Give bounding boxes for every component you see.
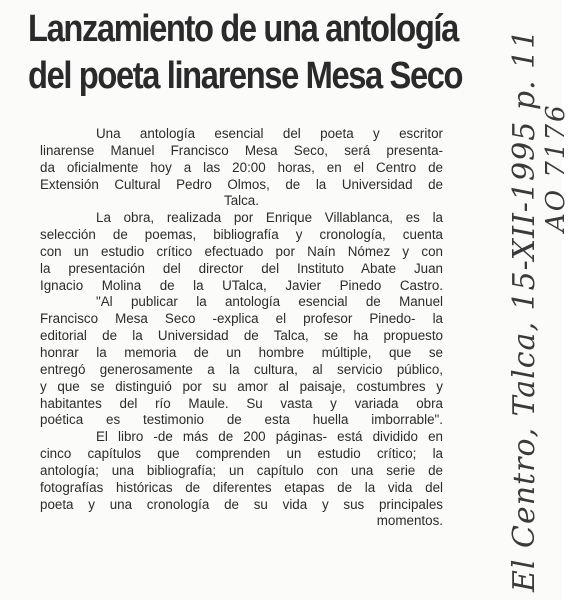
- body-line: y que se distinguió por su amor al paisaje, costumbres y: [40, 378, 443, 394]
- body-line: Una antología esencial del poeta y escritor: [96, 126, 443, 141]
- body-line: honrar la memoria de un hombre múltiple, que se: [40, 344, 443, 360]
- headline-line: Lanzamiento de una antología: [28, 8, 458, 50]
- body-line: Francisco Mesa Seco -explica el profesor Pinedo- la: [40, 311, 443, 327]
- body-line: "Al publicar la antología esencial de Manuel: [96, 294, 443, 310]
- handwritten-archive-code: AO 7176: [541, 103, 571, 232]
- body-line: poeta y una cronología de su vida y sus principales: [40, 496, 443, 512]
- body-line: cinco capítulos que comprenden un estudio crítico; la: [40, 446, 443, 462]
- body-line: la presentación del director del Instituto Abate Juan: [40, 260, 443, 276]
- body-line: antología; una bibliografía; un capítulo con una serie de: [40, 462, 443, 478]
- body-line: poética es testimonio de esta huella imborrable".: [40, 412, 443, 428]
- body-line: El libro -de más de 200 páginas- está dividido en: [96, 429, 443, 445]
- body-line: Talca.: [224, 193, 259, 209]
- body-line: momentos.: [376, 513, 443, 529]
- body-line: entregó generosamente a la cultura, al servicio público,: [40, 361, 443, 377]
- body-line: fotografías históricas de diferentes etapas de la vida del: [40, 479, 443, 495]
- body-line: da oficialmente hoy a las 20:00 horas, en el Centro de: [40, 159, 443, 175]
- body-line: Ignacio Molina de la UTalca, Javier Pinedo Castro.: [40, 277, 443, 293]
- headline-line: del poeta linarense Mesa Seco: [28, 55, 463, 97]
- article-body: [40, 126, 443, 530]
- body-line: La obra, realizada por Enrique Villablanca, es la: [96, 210, 443, 226]
- body-line: habitantes del río Maule. Su vasta y variada obra: [40, 395, 443, 411]
- body-line: Extensión Cultural Pedro Olmos, de la Universidad de: [40, 176, 443, 192]
- handwritten-source-note: El Centro, Talca, 15-XII-1995 p. 11: [507, 28, 542, 592]
- body-line: selección de poemas, bibliografía y cronología, cuenta: [40, 227, 443, 243]
- body-line: editorial de la Universidad de Talca, se ha propuesto: [40, 328, 443, 344]
- body-line: linarense Manuel Francisco Mesa Seco, será presenta-: [40, 142, 443, 158]
- headline: [28, 6, 463, 100]
- body-line: con un estudio crítico efectuado por Naín Nómez y con: [40, 243, 443, 259]
